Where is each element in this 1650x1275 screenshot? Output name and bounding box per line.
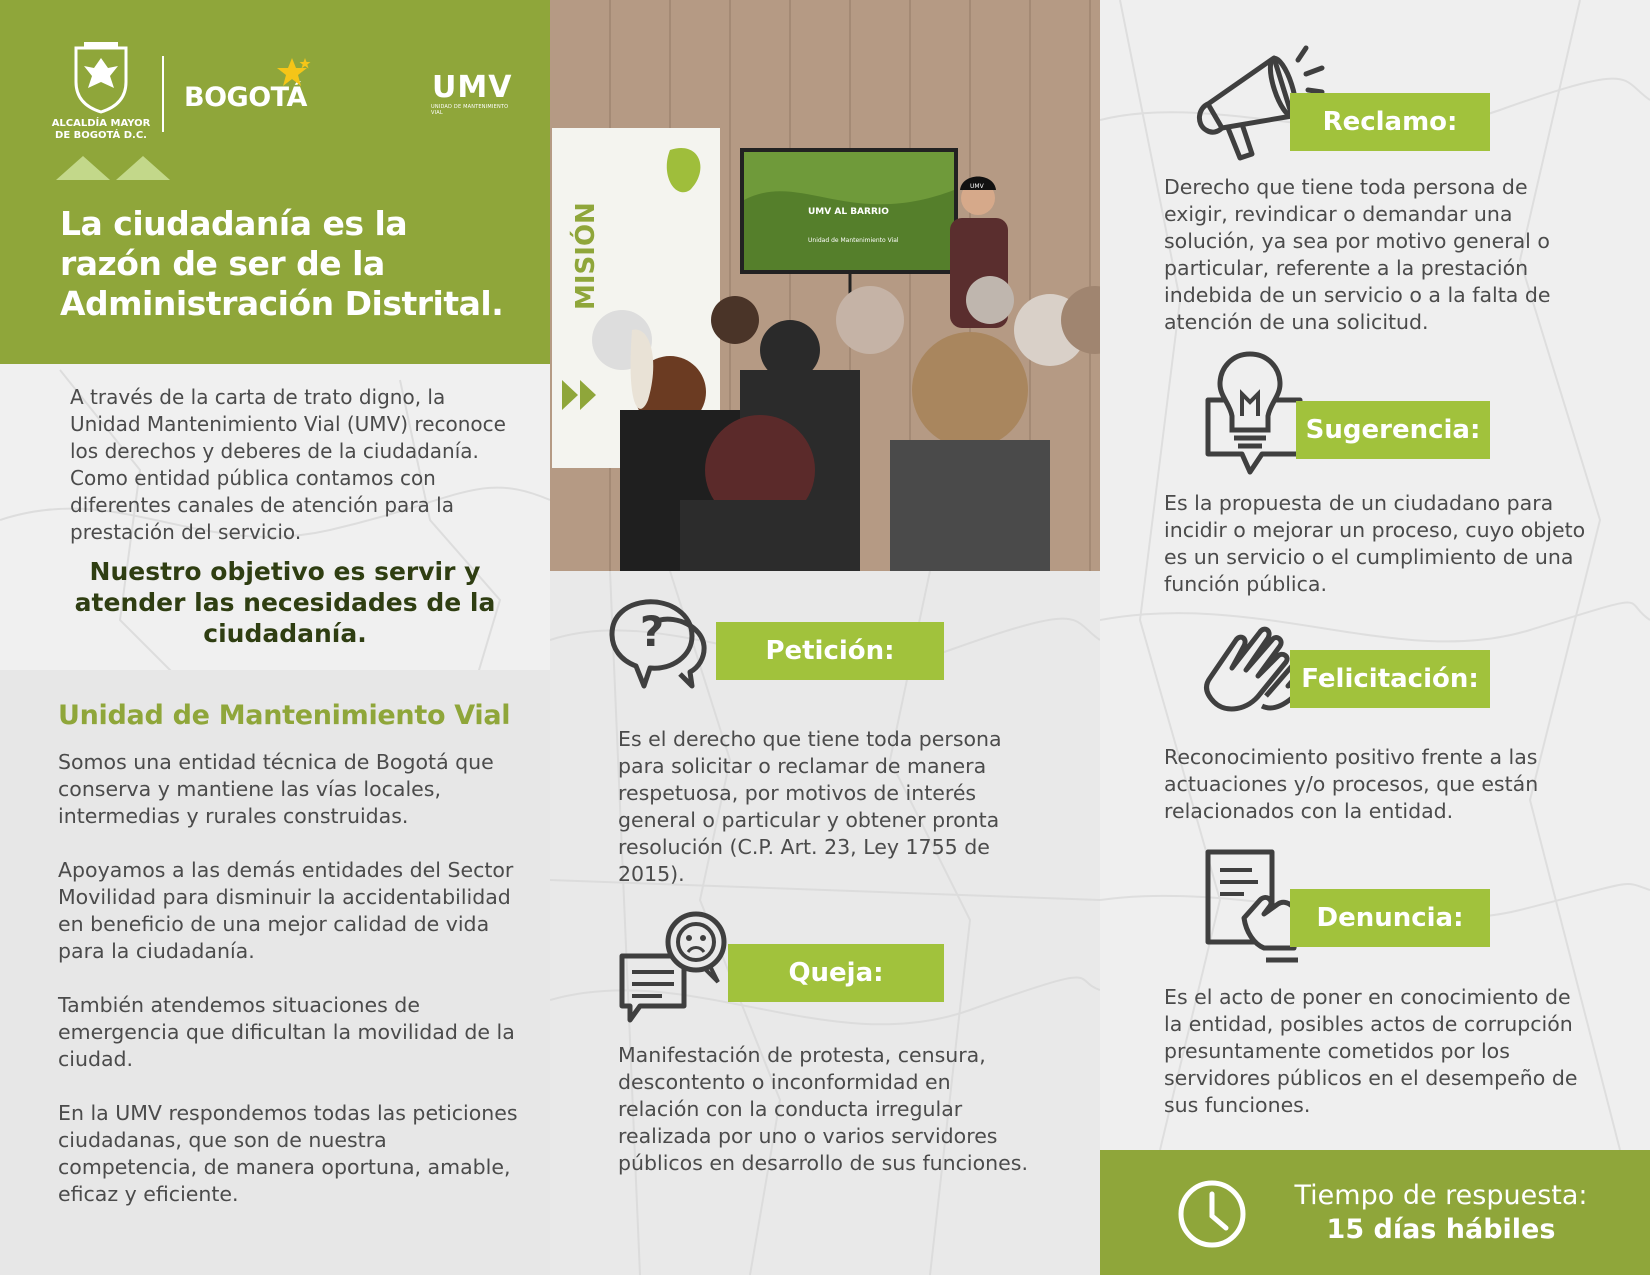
- screen-title: UMV AL BARRIO: [808, 207, 889, 217]
- right-panel: [1100, 0, 1650, 1275]
- svg-text:?: ?: [639, 607, 665, 656]
- hero-banner: [0, 0, 550, 364]
- sad-face-chat-icon: [614, 910, 728, 1028]
- reclamo-text: Derecho que tiene toda persona de exigir, revindicar o demandar una solución, ya sea por motivo general o particular, referente a la prestación indebida de un servicio o a la falta de atención de una solicitud.: [1164, 175, 1551, 334]
- banner-text: MISIÓN: [571, 202, 601, 310]
- peticion-text: Es el derecho que tiene toda persona para solicitar o reclamar de manera respetuosa, por motivos de interés general o particular y obtener pronta resolución (C.P. Art. 23, Ley 1755 de 2015).: [618, 727, 1002, 886]
- alcaldia-label: [50, 118, 152, 142]
- response-time-label: Tiempo de respuesta:: [1294, 1180, 1588, 1211]
- hero-title: [60, 204, 540, 324]
- hero-title-line: Administración Distrital.: [60, 284, 504, 323]
- hero-title-line: La ciudadanía es la: [60, 204, 408, 243]
- queja-text: Manifestación de protesta, censura, descontento o inconformidad en relación con la conducta irregular realizada por uno o varios servidores públicos en desarrollo de sus funciones.: [618, 1043, 1028, 1175]
- queja-title: Queja:: [728, 944, 944, 1002]
- umv-paragraph: En la UMV respondemos todas las peticiones ciudadanas, que son de nuestra competencia, de manera oportuna, amable, eficaz y eficiente.: [58, 1101, 518, 1206]
- peticion-title: Petición:: [716, 622, 944, 680]
- denuncia-title: Denuncia:: [1290, 889, 1490, 947]
- umv-paragraph: Apoyamos a las demás entidades del Sector Movilidad para disminuir la accidentabilidad en beneficio de una mejor calidad de vida para la ciudadanía.: [58, 858, 514, 963]
- middle-panel: [550, 0, 1100, 1275]
- umv-section-title: Unidad de Mantenimiento Vial: [58, 700, 511, 731]
- hero-title-line: razón de ser de la: [60, 244, 385, 283]
- sugerencia-title: Sugerencia:: [1296, 401, 1490, 459]
- lightbulb-icon: [1204, 350, 1304, 486]
- triangle-decoration: [56, 156, 110, 180]
- left-panel: [0, 0, 550, 1275]
- cap-text: UMV: [970, 183, 984, 190]
- question-bubble-icon: [606, 594, 710, 694]
- response-time-footer: [1100, 1150, 1650, 1275]
- intro-paragraph: A través de la carta de trato digno, la Unidad Mantenimiento Vial (UMV) reconoce los derechos y deberes de la ciudadanía. Como entidad pública contamos con diferentes canales de atención para la prestación del servicio.: [70, 385, 506, 544]
- reclamo-title: Reclamo:: [1290, 93, 1490, 151]
- clock-icon: [1176, 1178, 1248, 1250]
- felicitacion-text: Reconocimiento positivo frente a las actuaciones y/o procesos, que están relacionados con la entidad.: [1164, 745, 1539, 823]
- umv-paragraph: También atendemos situaciones de emergencia que dificultan la movilidad de la ciudad.: [58, 993, 515, 1071]
- star-icon: [272, 56, 312, 90]
- objective-statement: Nuestro objetivo es servir y atender las necesidades de la ciudadanía.: [74, 557, 496, 648]
- felicitacion-title: Felicitación:: [1290, 650, 1490, 708]
- umv-paragraph: Somos una entidad técnica de Bogotá que conserva y mantiene las vías locales, intermedias y rurales construidas.: [58, 750, 494, 828]
- screen-subtitle: Unidad de Mantenimiento Vial: [808, 237, 899, 244]
- response-time-value: 15 días hábiles: [1326, 1214, 1556, 1245]
- sugerencia-text: Es la propuesta de un ciudadano para incidir o mejorar un proceso, cuyo objeto es un servicio o el cumplimiento de una función pública.: [1164, 491, 1586, 596]
- bogota-wordmark: BOGOTÁ: [184, 82, 307, 113]
- alcaldia-line2: DE BOGOTÁ D.C.: [55, 130, 147, 141]
- umv-logo-subtitle: UNIDAD DE MANTENIMIENTO VIAL: [431, 104, 509, 116]
- alcaldia-line1: ALCALDÍA MAYOR: [51, 118, 151, 129]
- triangle-decoration: [116, 156, 170, 180]
- logos-row: [50, 42, 513, 182]
- denuncia-text: Es el acto de poner en conocimiento de la entidad, posibles actos de corrupción presuntamente cometidos por los servidores públicos en el desempeño de sus funciones.: [1164, 985, 1578, 1117]
- event-photo: [550, 0, 1100, 571]
- bogota-crest-icon: [70, 42, 132, 114]
- umv-logo: UMV: [432, 70, 513, 105]
- logo-divider: [162, 56, 164, 132]
